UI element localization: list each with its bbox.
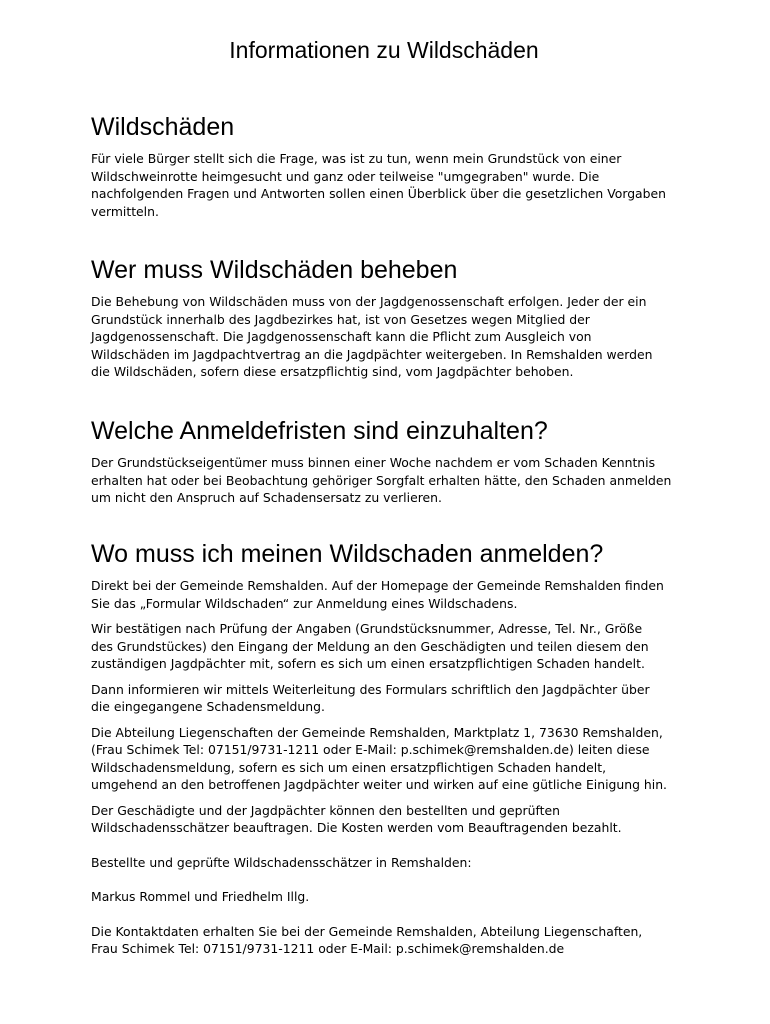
section-heading: Wer muss Wildschäden beheben [91,256,458,284]
section-paragraph: Für viele Bürger stellt sich die Frage, was ist zu tun, wenn mein Grundstück von einer Wildschweinrotte heimgesucht und ganz oder teilweise "umgegraben" wurde. Die nachfolgenden Fragen und Antworten sollen einen Überblick über die gesetzlichen Vorgaben vermitteln. [91,151,666,219]
section-wer-muss-beheben [91,255,691,389]
section-paragraph: Bestellte und geprüfte Wildschadensschätzer in Remshalden: [91,854,472,870]
section-paragraph: Dann informieren wir mittels Weiterleitung des Formulars schriftlich den Jagdpächter über die eingegangene Schadensmeldung. [91,681,650,714]
section-heading: Wo muss ich meinen Wildschaden anmelden? [91,540,604,568]
section-wo-anmelden [91,539,691,966]
section-heading: Wildschäden [91,113,235,141]
page-title: Informationen zu Wildschäden [229,37,539,63]
section-heading: Welche Anmeldefristen sind einzuhalten? [91,417,548,445]
section-paragraph: Die Kontaktdaten erhalten Sie bei der Gemeinde Remshalden, Abteilung Liegenschaften, Frau Schimek Tel: 07151/9731-1211 oder E-Mail: p.schimek@remshalden.de [91,923,643,956]
section-anmeldefristen [91,416,691,515]
section-paragraph: Der Grundstückseigentümer muss binnen einer Woche nachdem er vom Schaden Kenntnis erhalten hat oder bei Beobachtung gehöriger Sorgfalt erhalten hätte, den Schaden anmelden um nicht den Anspruch auf Schadensersatz zu verlieren. [91,455,672,505]
section-paragraph: Wir bestätigen nach Prüfung der Angaben (Grundstücksnummer, Adresse, Tel. Nr., Größe des Grundstückes) den Eingang der Meldung an den Geschädigten und teilen diesem den zuständigen Jagdpächter mit, sofern es sich um einen ersatzpflichtigen Schaden handelt. [91,621,649,671]
section-paragraph: Markus Rommel und Friedhelm Illg. [91,889,310,904]
section-wildschaeden [91,112,691,228]
section-paragraph: Die Behebung von Wildschäden muss von der Jagdgenossenschaft erfolgen. Jeder der ein Grundstück innerhalb des Jagdbezirkes hat, ist von Gesetzes wegen Mitglied der Jagdgenossenschaft. Die Jagdgenossenschaft kann die Pflicht zum Ausgleich von Wildschäden im Jagdpachtvertrag an die Jagdpächter weitergeben. In Remshalden werden die Wildschäden, sofern diese ersatzpflichtig sind, vom Jagdpächter behoben. [91,294,653,379]
section-paragraph: Die Abteilung Liegenschaften der Gemeinde Remshalden, Marktplatz 1, 73630 Remshalden, (Frau Schimek Tel: 07151/9731-1211 oder E-Mail: p.schimek@remshalden.de) leiten diese Wildschadensmeldung, sofern es sich um einen ersatzpflichtigen Schaden handelt, umgehend an den betroffenen Jagdpächter weiter und wirken auf eine gütliche Einigung hin. [91,724,667,792]
section-paragraph: Direkt bei der Gemeinde Remshalden. Auf der Homepage der Gemeinde Remshalden finden Sie das „Formular Wildschaden“ zur Anmeldung eines Wildschadens. [91,578,664,611]
section-paragraph: Der Geschädigte und der Jagdpächter können den bestellten und geprüften Wildschadensschätzer beauftragen. Die Kosten werden vom Beauftragenden bezahlt. [91,802,622,835]
